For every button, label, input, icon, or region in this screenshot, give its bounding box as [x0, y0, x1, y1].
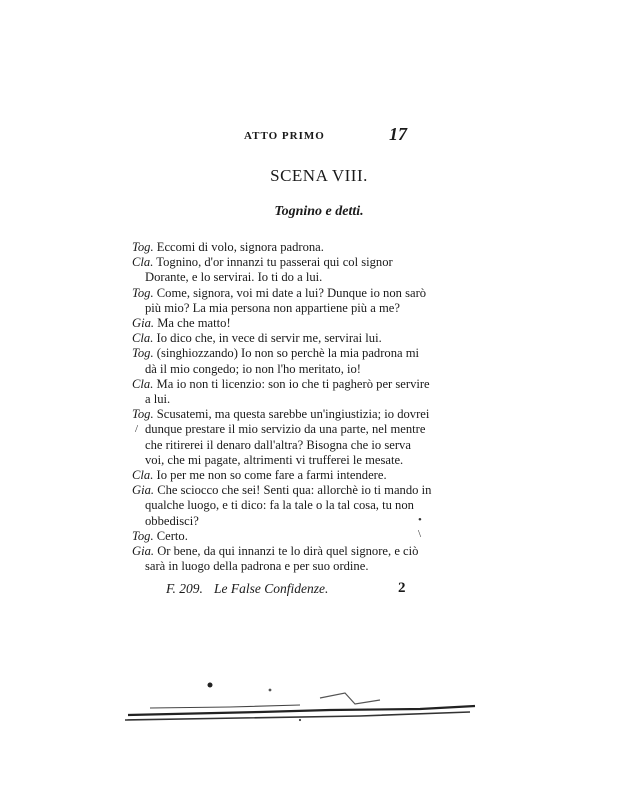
speaker: Cla.	[132, 468, 154, 483]
speech: Ma che matto!	[157, 316, 231, 331]
speaker: Cla.	[132, 376, 154, 391]
speech: Ma io non ti licenzio: son io che ti pagherò per servire a lui.	[145, 376, 430, 407]
speaker: Tog.	[132, 346, 154, 361]
speaker: Tog.	[132, 407, 154, 422]
speech: Or bene, da qui innanzi te lo dirà quel signore, e ciò sarà in luogo della padrona e per suo ordine.	[145, 544, 419, 574]
dialogue-entry	[132, 286, 432, 316]
speaker: Gia.	[132, 544, 155, 559]
speech: Tognino, d'or innanzi tu passerai qui col signor Dorante, e lo servirai. Io ti do a lui.	[145, 255, 393, 285]
speech: Eccomi di volo, signora padrona.	[156, 240, 324, 254]
page-number: 17	[389, 124, 407, 144]
scan-noise-strip	[0, 660, 618, 750]
dialogue-entry	[132, 316, 432, 331]
speech: Io dico che, in vece di servir me, servirai lui.	[156, 331, 382, 346]
speaker: Gia.	[132, 483, 155, 498]
footer-title: Le False Confidenze.	[214, 581, 329, 596]
speaker: Cla.	[132, 331, 154, 346]
speech: Scusatemi, ma questa sarebbe un'ingiustizia; io dovrei dunque prestare il mio servizio da una parte, nel mentre che ritirerei il denaro dall'altra? Bisogna che io serva voi, che mi pagate, altrimenti vi trufferei le mesate.	[145, 407, 430, 467]
dialogue-entry	[132, 544, 432, 574]
speaker: Tog.	[132, 285, 154, 300]
speech: Come, signora, voi mi date a lui? Dunque io non sarò più mio? La mia persona non appartiene più a me?	[145, 285, 427, 315]
footer-code: F. 209.	[166, 581, 203, 596]
speaker: Tog.	[132, 528, 154, 543]
speech: Io per me non so come fare a farmi intendere.	[156, 468, 387, 483]
speech: (singhiozzando) Io non so perchè la mia padrona mi dà il mio congedo; io non l'ho meritato, io!	[145, 346, 420, 376]
dialogue-entry	[132, 407, 432, 468]
scene-heading: SCENA VIII.	[270, 166, 368, 185]
dialogue-entry	[132, 468, 432, 483]
dialogue-block	[132, 240, 432, 574]
running-title: ATTO PRIMO	[244, 130, 325, 142]
speech: Certo.	[156, 528, 188, 543]
speaker: Tog.	[132, 240, 154, 254]
dialogue-entry	[132, 377, 432, 407]
margin-tick: /	[135, 423, 139, 435]
characters-line: Tognino e detti.	[274, 204, 364, 219]
dialogue-entry	[132, 529, 432, 544]
speaker: Cla.	[132, 255, 154, 270]
dialogue-entry	[132, 331, 432, 346]
dialogue-entry	[132, 483, 432, 529]
margin-tick: \	[418, 528, 422, 540]
dialogue-entry	[132, 240, 432, 255]
dialogue-entry	[132, 346, 432, 376]
speech: Che sciocco che sei! Senti qua: allorchè io ti mando in qualche luogo, e ti dico: fa la tale o la tal cosa, tu non obbedisci?	[145, 483, 432, 528]
page-header	[0, 124, 618, 147]
speaker: Gia.	[132, 316, 155, 331]
dialogue-entry	[132, 255, 432, 285]
signature-mark: 2	[398, 580, 406, 596]
margin-tick: •	[418, 514, 422, 526]
